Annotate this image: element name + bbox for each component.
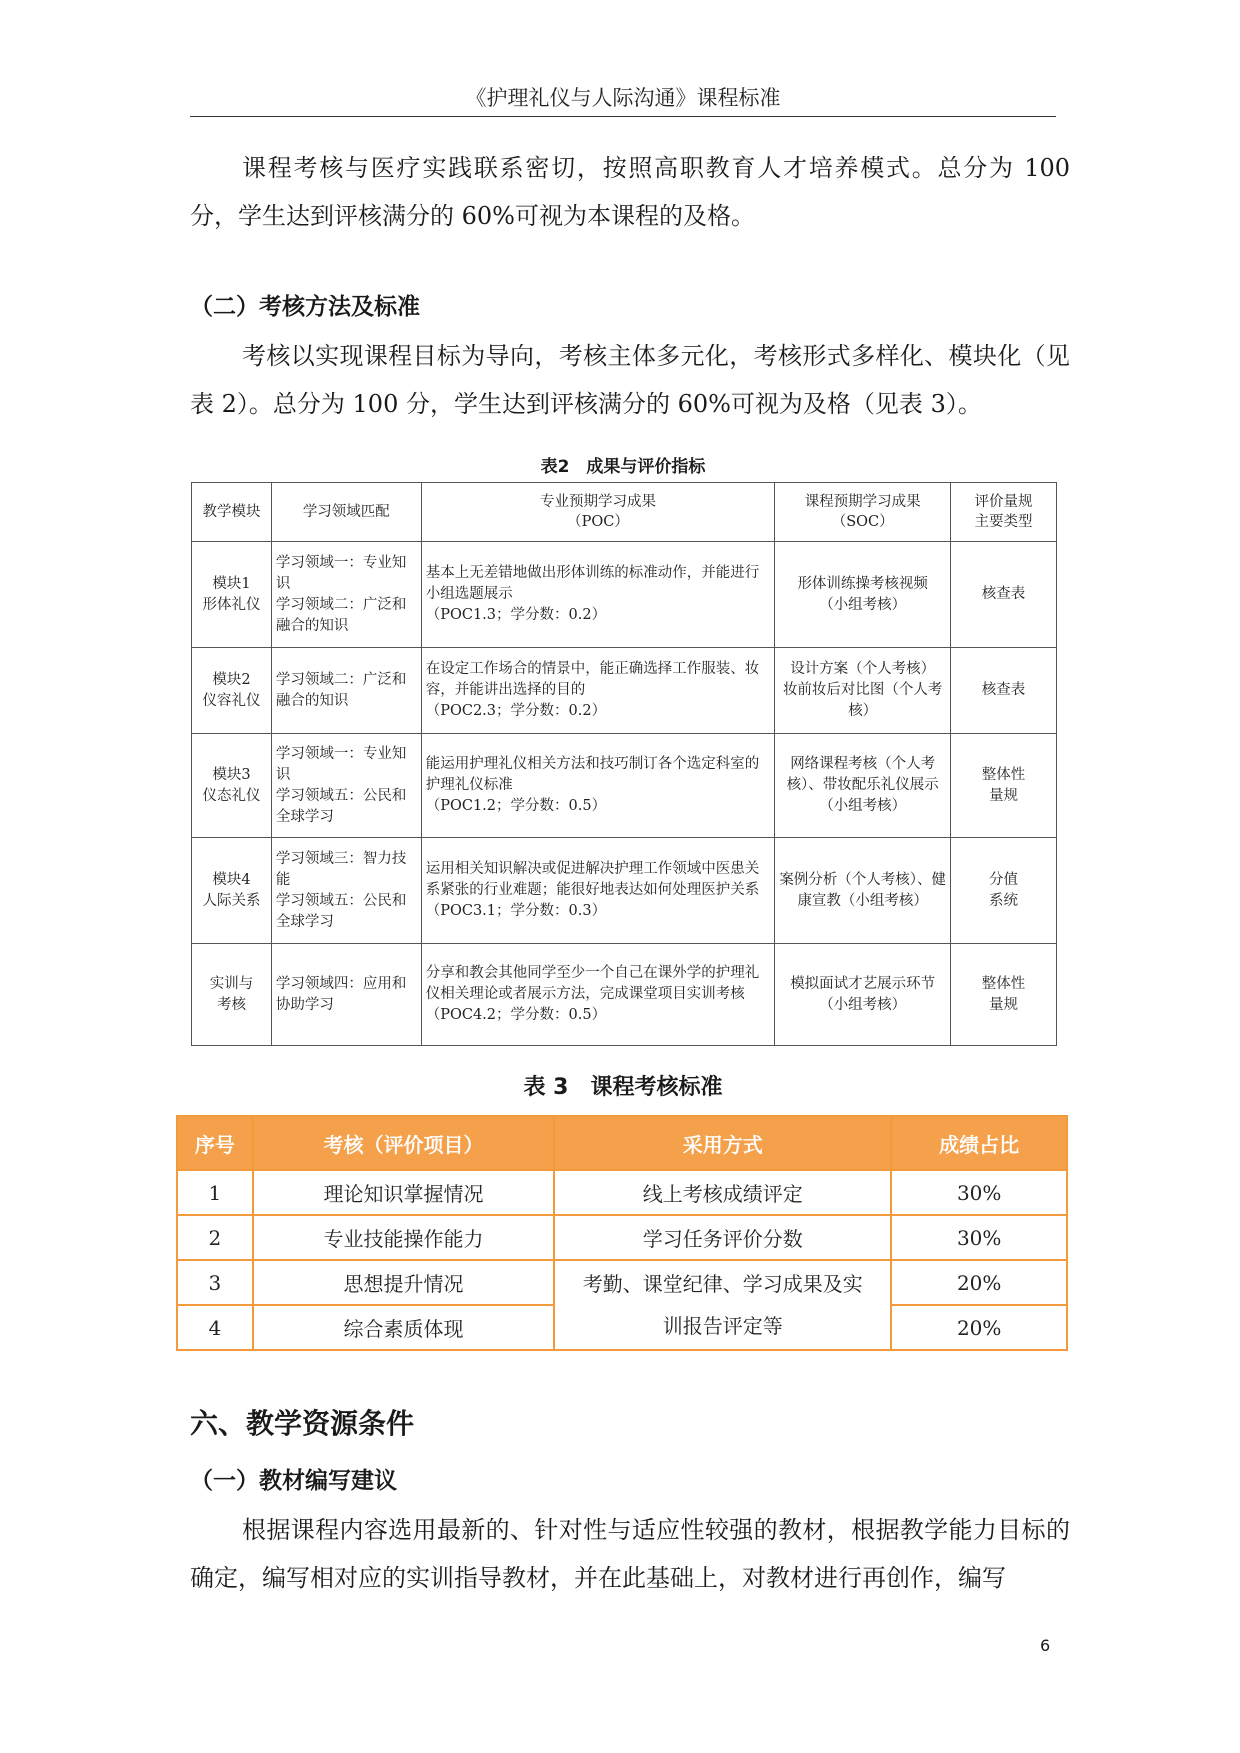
row-method: 线上考核成绩评定 [554, 1170, 891, 1215]
module-cell: 模块3 仪态礼仪 [192, 734, 272, 838]
poc-cell: 分享和教会其他同学至少一个自己在课外学的护理礼仪相关理论或者展示方法，完成课堂项目实训考核 （POC4.2；学分数：0.5） [421, 944, 775, 1046]
assessment-standard-table [176, 1115, 1068, 1351]
intro-paragraph: 课程考核与医疗实践联系密切，按照高职教育人才培养模式。总分为 100 分，学生达到评核满分的 60%可视为本课程的及格。 [190, 154, 1070, 230]
table2-caption: 表2 成果与评价指标 [540, 457, 706, 477]
soc-cell: 案例分析（个人考核）、健康宣教（小组考核） [775, 838, 951, 944]
row-item: 专业技能操作能力 [253, 1215, 554, 1260]
header-module: 教学模块 [192, 483, 272, 542]
section-heading-assessment-methods: （二）考核方法及标准 [190, 294, 420, 320]
row-ratio: 20% [891, 1260, 1067, 1305]
table-row [192, 648, 1057, 734]
header-eval-type: 评价量规 主要类型 [951, 483, 1057, 542]
domain-cell: 学习领域四：应用和协助学习 [271, 944, 421, 1046]
table3-header-row [177, 1116, 1067, 1170]
page-number: 6 [1040, 1636, 1051, 1655]
header-soc: 课程预期学习成果 （SOC） [775, 483, 951, 542]
header-assessment-item: 考核（评价项目） [253, 1116, 554, 1170]
row-item: 理论知识掌握情况 [253, 1170, 554, 1215]
soc-cell: 设计方案（个人考核） 妆前妆后对比图（个人考核） [775, 648, 951, 734]
domain-cell: 学习领域一：专业知识 学习领域五：公民和全球学习 [271, 734, 421, 838]
page-header-title: 《护理礼仪与人际沟通》课程标准 [465, 86, 781, 110]
module-cell: 实训与 考核 [192, 944, 272, 1046]
poc-cell: 运用相关知识解决或促进解决护理工作领域中医患关系紧张的行业难题；能很好地表达如何处理医护关系 （POC3.1；学分数：0.3） [421, 838, 775, 944]
eval-cell: 分值 系统 [951, 838, 1057, 944]
eval-cell: 整体性 量规 [951, 734, 1057, 838]
section-heading-textbook: （一）教材编写建议 [190, 1468, 397, 1494]
row-ratio: 30% [891, 1215, 1067, 1260]
row-method-merged: 考勤、课堂纪律、学习成果及实训报告评定等 [554, 1260, 891, 1350]
soc-cell: 网络课程考核（个人考核）、带妆配乐礼仪展示（小组考核） [775, 734, 951, 838]
poc-cell: 在设定工作场合的情景中，能正确选择工作服装、妆容，并能讲出选择的目的 （POC2.3；学分数：0.2） [421, 648, 775, 734]
poc-cell: 基本上无差错地做出形体训练的标准动作，并能进行小组选题展示 （POC1.3；学分数：0.2） [421, 542, 775, 648]
soc-cell: 形体训练操考核视频 （小组考核） [775, 542, 951, 648]
row-number: 1 [177, 1170, 253, 1215]
table-row [192, 838, 1057, 944]
row-number: 4 [177, 1305, 253, 1350]
row-ratio: 30% [891, 1170, 1067, 1215]
table-row [177, 1170, 1067, 1215]
header-score-ratio: 成绩占比 [891, 1116, 1067, 1170]
row-item: 综合素质体现 [253, 1305, 554, 1350]
outcome-evaluation-table [191, 482, 1057, 1046]
module-cell: 模块2 仪容礼仪 [192, 648, 272, 734]
poc-cell: 能运用护理礼仪相关方法和技巧制订各个选定科室的护理礼仪标准 （POC1.2；学分数：0.5） [421, 734, 775, 838]
table-row [177, 1215, 1067, 1260]
domain-cell: 学习领域一：专业知识 学习领域二：广泛和融合的知识 [271, 542, 421, 648]
table-row [192, 734, 1057, 838]
table-row [177, 1260, 1067, 1305]
row-ratio: 20% [891, 1305, 1067, 1350]
eval-cell: 核查表 [951, 648, 1057, 734]
eval-cell: 整体性 量规 [951, 944, 1057, 1046]
header-domain: 学习领域匹配 [271, 483, 421, 542]
header-method: 采用方式 [554, 1116, 891, 1170]
row-number: 3 [177, 1260, 253, 1305]
row-number: 2 [177, 1215, 253, 1260]
table-row [192, 944, 1057, 1046]
table2-header-row [192, 483, 1057, 542]
section-six-title: 六、教学资源条件 [190, 1407, 415, 1440]
textbook-paragraph: 根据课程内容选用最新的、针对性与适应性较强的教材，根据教学能力目标的确定，编写相对应的实训指导教材，并在此基础上，对教材进行再创作，编写 [190, 1516, 1070, 1592]
assessment-paragraph: 考核以实现课程目标为导向，考核主体多元化，考核形式多样化、模块化（见表 2）。总分为 100 分，学生达到评核满分的 60%可视为及格（见表 3）。 [190, 342, 1070, 418]
header-poc: 专业预期学习成果 （POC） [421, 483, 775, 542]
domain-cell: 学习领域三：智力技能 学习领域五：公民和全球学习 [271, 838, 421, 944]
soc-cell: 模拟面试才艺展示环节 （小组考核） [775, 944, 951, 1046]
table3-caption: 表 3 课程考核标准 [523, 1075, 723, 1100]
row-item: 思想提升情况 [253, 1260, 554, 1305]
domain-cell: 学习领域二：广泛和融合的知识 [271, 648, 421, 734]
row-method: 学习任务评价分数 [554, 1215, 891, 1260]
eval-cell: 核查表 [951, 542, 1057, 648]
module-cell: 模块4 人际关系 [192, 838, 272, 944]
table-row [192, 542, 1057, 648]
header-number: 序号 [177, 1116, 253, 1170]
module-cell: 模块1 形体礼仪 [192, 542, 272, 648]
header-divider [190, 116, 1056, 117]
